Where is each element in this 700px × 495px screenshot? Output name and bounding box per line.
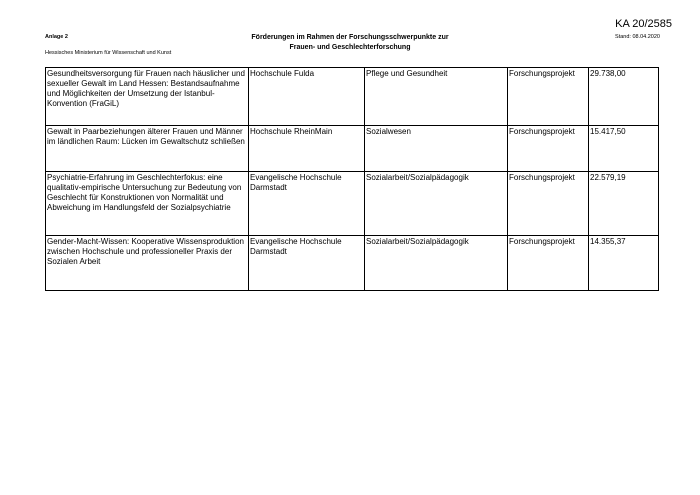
date-stamp: Stand: 08.04.2020: [615, 34, 660, 40]
field-cell: Sozialarbeit/Sozialpädagogik: [365, 172, 508, 236]
field-cell: Sozialarbeit/Sozialpädagogik: [365, 236, 508, 291]
project-title-cell: Gesundheitsversorgung für Frauen nach häuslicher und sexueller Gewalt im Land Hessen: Bestandsaufnahme und Möglichkeiten der Umsetzung der Istanbul-Konvention (FraGiL): [46, 68, 249, 126]
type-cell: Forschungsprojekt: [508, 236, 589, 291]
table-row: [46, 172, 659, 236]
ministry-name: Hessisches Ministerium für Wissenschaft und Kunst: [45, 50, 172, 56]
title-line-1: Förderungen im Rahmen der Forschungsschwerpunkte zur: [251, 34, 449, 41]
amount-cell: 14.355,37: [589, 236, 659, 291]
institution-cell: Hochschule Fulda: [249, 68, 365, 126]
attachment-label: Anlage 2: [45, 34, 68, 40]
project-title-cell: Gender-Macht-Wissen: Kooperative Wissensproduktion zwischen Hochschule und professioneller Praxis der Sozialen Arbeit: [46, 236, 249, 291]
document-number: KA 20/2585: [615, 18, 672, 30]
title-line-2: Frauen- und Geschlechterforschung: [289, 44, 411, 51]
document-title: [200, 33, 500, 53]
funding-table: [45, 67, 659, 291]
table-row: [46, 68, 659, 126]
amount-cell: 15.417,50: [589, 126, 659, 172]
project-title-cell: Psychiatrie-Erfahrung im Geschlechterfokus: eine qualitativ-empirische Untersuchung zur Bedeutung von Geschlecht für Konstruktionen von Normalität und Abweichung im Handlungsfeld der Sozialpsychiatrie: [46, 172, 249, 236]
project-title-cell: Gewalt in Paarbeziehungen älterer Frauen und Männer im ländlichen Raum: Lücken im Gewaltschutz schließen: [46, 126, 249, 172]
type-cell: Forschungsprojekt: [508, 68, 589, 126]
type-cell: Forschungsprojekt: [508, 172, 589, 236]
field-cell: Sozialwesen: [365, 126, 508, 172]
table-row: [46, 236, 659, 291]
institution-cell: Evangelische Hochschule Darmstadt: [249, 172, 365, 236]
institution-cell: Evangelische Hochschule Darmstadt: [249, 236, 365, 291]
field-cell: Pflege und Gesundheit: [365, 68, 508, 126]
amount-cell: 22.579,19: [589, 172, 659, 236]
type-cell: Forschungsprojekt: [508, 126, 589, 172]
amount-cell: 29.738,00: [589, 68, 659, 126]
institution-cell: Hochschule RheinMain: [249, 126, 365, 172]
table-row: [46, 126, 659, 172]
